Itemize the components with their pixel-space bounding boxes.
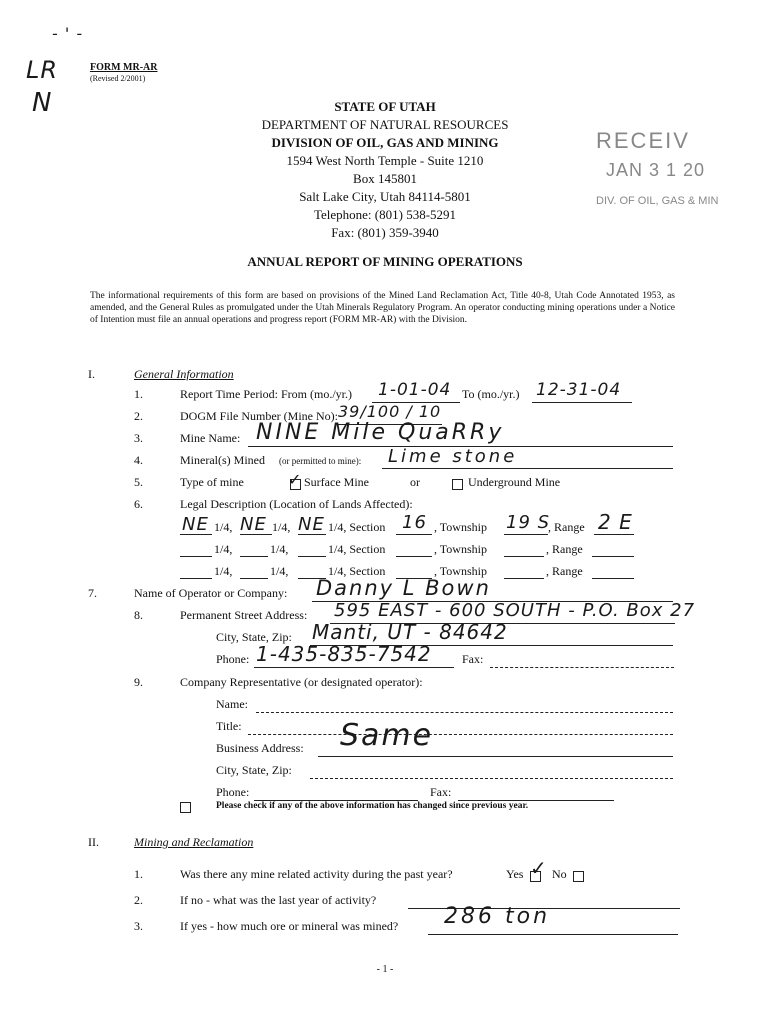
range-label: , Range [548,520,585,534]
item-5-number: 5. [134,475,143,489]
or-label: or [410,475,420,489]
city-state-zip-label: City, State, Zip: [216,630,292,644]
header-state: STATE OF UTAH [334,99,436,114]
row3-quarter-2-frac: 1/4, [270,564,289,578]
rep-fax-label: Fax: [430,785,452,799]
mineral-line [382,468,673,469]
agency-header [180,98,590,242]
from-date-value[interactable]: 1-01-04 [378,380,452,400]
stamp-date: JAN 3 1 20 [606,160,706,180]
header-division: DIVISION OF OIL, GAS AND MINING [271,135,499,150]
item-2-label: DOGM File Number (Mine No): [180,409,338,423]
stamp-received: RECEIV [596,128,690,153]
item-3-label: Mine Name: [180,431,241,445]
row2-section-label: 1/4, Section [328,542,386,556]
q2-number: 2. [134,893,143,907]
quarter-1-value[interactable]: NE [182,514,209,535]
q3-text: If yes - how much ore or mineral was mined? [180,919,399,933]
item-4-label: Mineral(s) Mined [180,453,265,467]
township-value[interactable]: 19 S [506,512,551,533]
rep-name-line[interactable] [256,712,673,713]
row3-range-line[interactable] [592,578,634,579]
row3-section-label: 1/4, Section [328,564,386,578]
q1-yes-label: Yes [506,867,524,881]
township-line [504,534,548,535]
quarter-2-value[interactable]: NE [240,514,267,535]
row3-quarter-2-line[interactable] [240,578,268,579]
row2-quarter-3-line[interactable] [298,556,326,557]
mine-name-value[interactable]: NINE Mile QuaRRy [256,420,505,445]
header-fax: Fax: (801) 359-3940 [331,225,439,240]
form-revised: (Revised 2/2001) [90,74,146,83]
q1-number: 1. [134,867,143,881]
underground-mine-label: Underground Mine [468,475,561,489]
range-value[interactable]: 2 E [598,510,633,534]
row2-township-line[interactable] [504,556,544,557]
item-6-number: 6. [134,497,143,511]
quarter-3-value[interactable]: NE [298,514,325,535]
handwritten-initials: LR [26,56,59,84]
item-9-number: 9. [134,675,143,689]
section-line [396,534,432,535]
header-street: 1594 West North Temple - Suite 1210 [286,153,484,168]
row3-township-line[interactable] [504,578,544,579]
received-stamp [596,128,756,207]
report-title: ANNUAL REPORT OF MINING OPERATIONS [247,254,523,269]
row2-quarter-1-line[interactable] [180,556,212,557]
rep-city-line[interactable] [310,778,673,779]
surface-mine-label: Surface Mine [304,475,369,489]
stamp-division: DIV. OF OIL, GAS & MIN [596,195,719,207]
q1-no-label: No [552,867,567,881]
q3-answer-line [428,934,678,935]
header-box: Box 145801 [353,171,417,186]
row3-quarter-1-line[interactable] [180,578,212,579]
item-7-label: Name of Operator or Company: [134,586,288,600]
q1-no-checkbox[interactable] [573,871,584,882]
info-changed-label: Please check if any of the above information has changed since previous year. [216,801,529,811]
rep-name-label: Name: [216,697,248,711]
q3-answer-value[interactable]: 286 ton [444,904,551,929]
row2-quarter-2-frac: 1/4, [270,542,289,556]
fax-line[interactable] [490,667,674,668]
street-address-label: Permanent Street Address: [180,608,308,622]
section-value[interactable]: 16 [402,512,427,533]
row3-township-label: , Township [434,564,487,578]
header-city: Salt Lake City, Utah 84114-5801 [299,189,471,204]
handwritten-slash: N [32,88,53,118]
phone-label: Phone: [216,652,250,666]
item-8-number: 8. [134,608,143,622]
item-1-number: 1. [134,387,143,401]
rep-title-line[interactable] [248,734,673,735]
quarter-1-frac: 1/4, [214,520,233,534]
rep-city-label: City, State, Zip: [216,763,292,777]
item-1-label: Report Time Period: From (mo./yr.) [180,387,353,401]
item-4-number: 4. [134,453,143,467]
phone-line [254,667,454,668]
row2-quarter-1-frac: 1/4, [214,542,233,556]
quarter-2-frac: 1/4, [272,520,291,534]
range-line [594,534,634,535]
quarter-3-frac: 1/4, Section [328,520,386,534]
city-state-zip-value[interactable]: Manti, UT - 84642 [312,620,508,644]
fax-label: Fax: [462,652,484,666]
section-1-title: General Information [134,367,234,381]
file-number-value[interactable]: 39/100 / 10 [338,402,442,421]
item-7-number: 7. [88,586,97,600]
row2-section-line[interactable] [396,556,432,557]
info-changed-checkbox[interactable] [180,802,191,813]
page-number: - 1 - [376,964,394,975]
q1-text: Was there any mine related activity during the past year? [180,867,453,881]
rep-phone-label: Phone: [216,785,250,799]
surface-mine-checkmark: ✓ [288,470,303,489]
mineral-value[interactable]: Lime stone [388,446,518,467]
to-date-line [532,402,632,403]
item-5-label: Type of mine [180,475,244,489]
row2-quarter-2-line[interactable] [240,556,268,557]
rep-business-address-value[interactable]: Same [340,718,434,753]
form-id: FORM MR-AR [90,62,158,73]
section-2-title: Mining and Reclamation [134,835,254,849]
row3-quarter-1-frac: 1/4, [214,564,233,578]
row2-range-label: , Range [546,542,583,556]
operator-value[interactable]: Danny L Bown [316,576,491,600]
q1-yes-checkmark: ✓ [530,856,548,880]
header-department: DEPARTMENT OF NATURAL RESOURCES [261,117,509,132]
handwritten-marks: - ' - [52,24,84,43]
intro-paragraph: The informational requirements of this form are based on provisions of the Mined Land Reclamation Act, Title 40-8, Utah Code Annotated 1953, as amended, and the General Rules as promulgated under the Utah Minerals Regulatory Program. An operator conducting mining operations under a Notice of Intention must file an annual operations and progress report (FORM MR-AR) with the Division. [90,291,675,325]
item-2-number: 2. [134,409,143,423]
phone-value[interactable]: 1-435-835-7542 [256,642,432,666]
q3-number: 3. [134,919,143,933]
township-label: , Township [434,520,487,534]
to-date-label: To (mo./yr.) [462,387,520,401]
row2-range-line[interactable] [592,556,634,557]
section-1-number: I. [88,367,95,381]
rep-title-label: Title: [216,719,242,733]
q2-text: If no - what was the last year of activity? [180,893,377,907]
header-telephone: Telephone: (801) 538-5291 [313,207,457,222]
item-4-note: (or permitted to mine): [279,456,362,466]
underground-mine-checkbox[interactable] [452,479,463,490]
item-9-label: Company Representative (or designated operator): [180,675,423,689]
item-6-label: Legal Description (Location of Lands Affected): [180,497,413,511]
to-date-value[interactable]: 12-31-04 [536,380,622,400]
row3-range-label: , Range [546,564,583,578]
rep-business-address-label: Business Address: [216,741,304,755]
row2-township-label: , Township [434,542,487,556]
section-2-number: II. [88,835,99,849]
street-address-value[interactable]: 595 EAST - 600 SOUTH - P.O. Box 27 [334,600,696,621]
item-3-number: 3. [134,431,143,445]
rep-business-address-line [318,756,673,757]
